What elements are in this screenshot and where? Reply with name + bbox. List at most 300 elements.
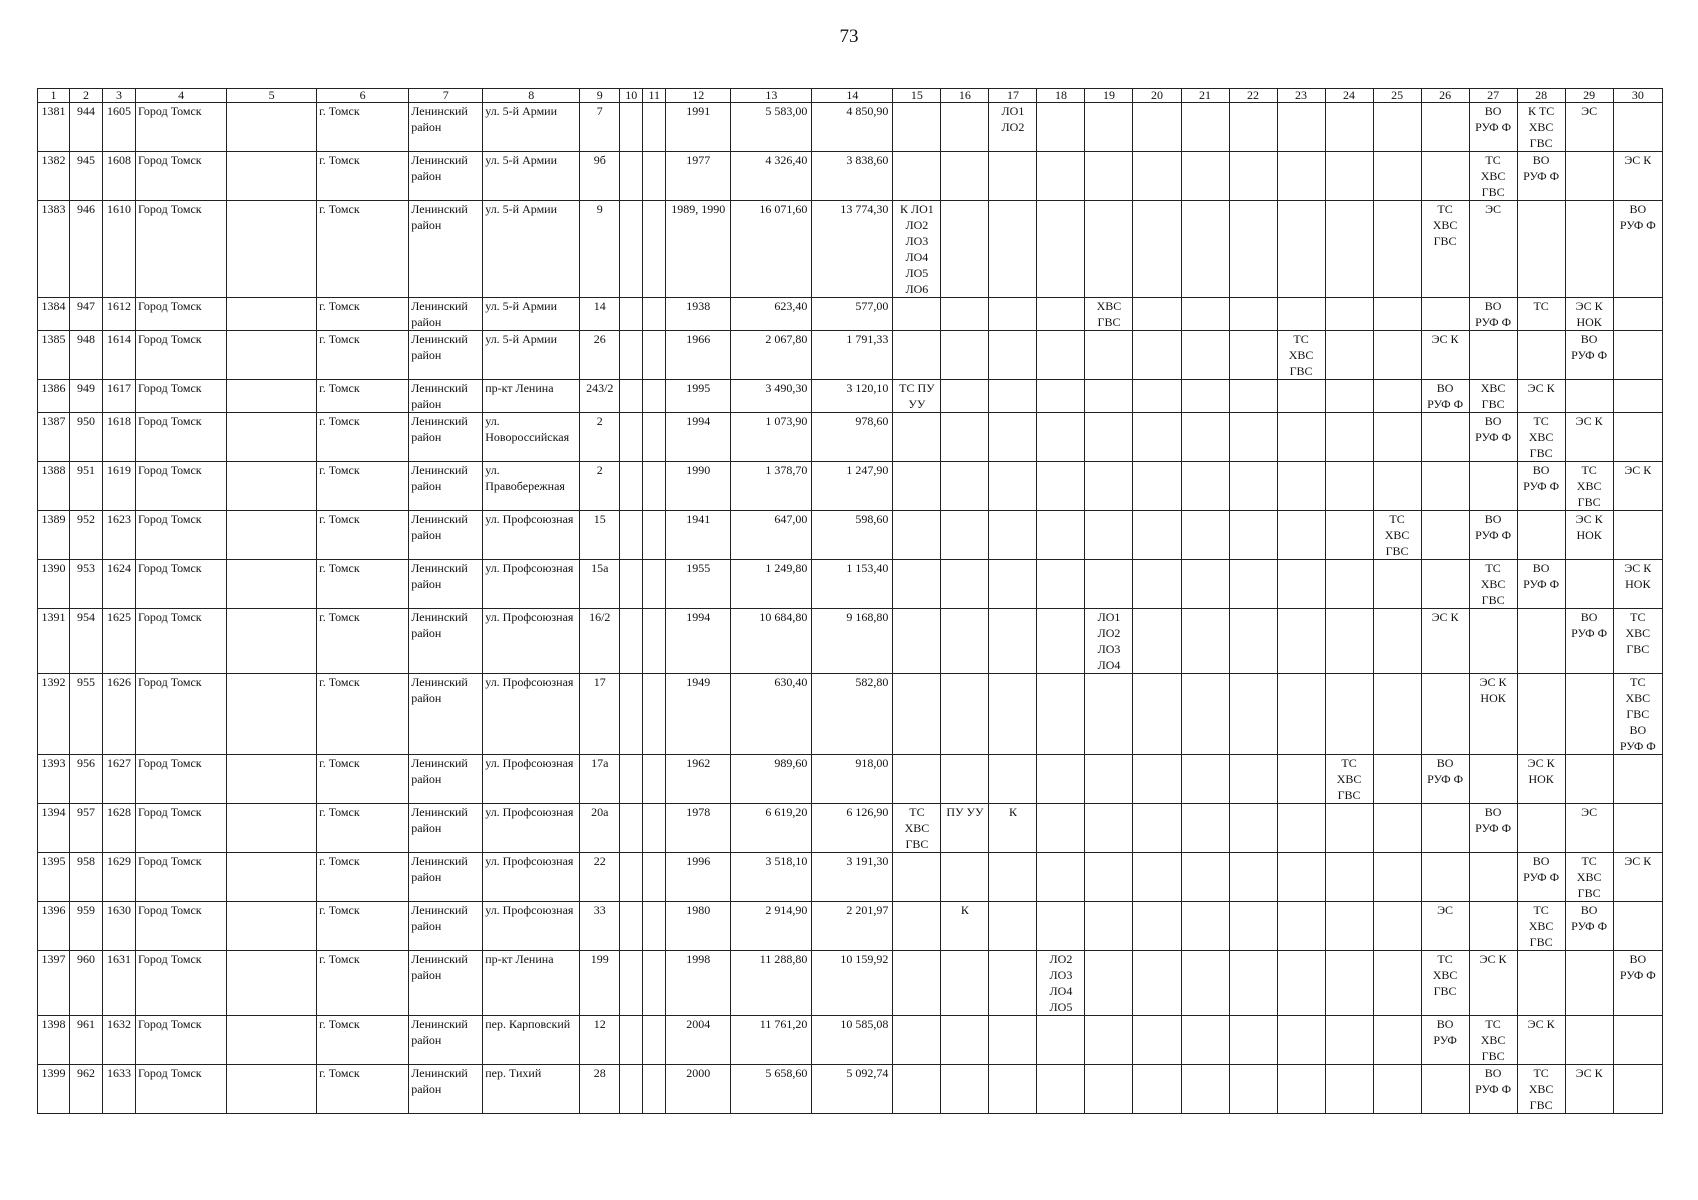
cell-col-14: 1 247,90 <box>812 462 893 511</box>
cell-col-19 <box>1085 1016 1133 1065</box>
cell-col-24 <box>1325 103 1373 152</box>
cell-col-18 <box>1037 380 1085 413</box>
cell-col-27: ЭС К НОК <box>1469 674 1517 755</box>
cell-col-3: 1623 <box>103 511 136 560</box>
cell-col-26 <box>1421 674 1469 755</box>
table-row <box>38 462 1663 511</box>
cell-col-30: ТС ХВС ГВС <box>1613 609 1662 674</box>
cell-col-9: 12 <box>580 1016 620 1065</box>
cell-col-13: 1 249,80 <box>731 560 812 609</box>
cell-col-26 <box>1421 804 1469 853</box>
cell-col-26 <box>1421 413 1469 462</box>
cell-col-20 <box>1133 1016 1181 1065</box>
cell-col-4: Город Томск <box>136 298 227 331</box>
cell-col-27: ВО РУФ Ф <box>1469 511 1517 560</box>
cell-col-8: ул. Профсоюзная <box>483 755 580 804</box>
cell-col-4: Город Томск <box>136 804 227 853</box>
cell-col-13: 1 378,70 <box>731 462 812 511</box>
cell-col-23 <box>1277 152 1325 201</box>
cell-col-27 <box>1469 331 1517 380</box>
cell-col-3: 1627 <box>103 755 136 804</box>
cell-col-16 <box>941 1016 989 1065</box>
cell-col-15 <box>893 413 941 462</box>
cell-col-15: ТС ПУ УУ <box>893 380 941 413</box>
cell-col-24 <box>1325 1065 1373 1114</box>
cell-col-26 <box>1421 298 1469 331</box>
cell-col-8: ул. Профсоюзная <box>483 853 580 902</box>
cell-col-10 <box>620 853 643 902</box>
cell-col-4: Город Томск <box>136 103 227 152</box>
cell-col-27: ХВС ГВС <box>1469 380 1517 413</box>
cell-col-9: 26 <box>580 331 620 380</box>
cell-col-25 <box>1373 103 1421 152</box>
table-row <box>38 298 1663 331</box>
cell-col-15 <box>893 331 941 380</box>
cell-col-4: Город Томск <box>136 331 227 380</box>
cell-col-15 <box>893 902 941 951</box>
cell-col-29: ЭС <box>1565 804 1613 853</box>
cell-col-26 <box>1421 511 1469 560</box>
table-row <box>38 674 1663 755</box>
cell-col-1: 1386 <box>38 380 70 413</box>
cell-col-6: г. Томск <box>317 331 409 380</box>
cell-col-25 <box>1373 462 1421 511</box>
cell-col-9: 20а <box>580 804 620 853</box>
cell-col-20 <box>1133 674 1181 755</box>
cell-col-26: ТС ХВС ГВС <box>1421 201 1469 298</box>
column-header-9: 9 <box>580 89 620 103</box>
cell-col-14: 978,60 <box>812 413 893 462</box>
cell-col-21 <box>1181 804 1229 853</box>
cell-col-12: 1977 <box>666 152 731 201</box>
cell-col-11 <box>643 674 666 755</box>
cell-col-29 <box>1565 755 1613 804</box>
cell-col-16 <box>941 1065 989 1114</box>
cell-col-17 <box>989 1065 1037 1114</box>
table-row <box>38 1065 1663 1114</box>
cell-col-29: ТС ХВС ГВС <box>1565 462 1613 511</box>
cell-col-7: Ленинский район <box>409 755 483 804</box>
cell-col-1: 1393 <box>38 755 70 804</box>
cell-col-16 <box>941 674 989 755</box>
cell-col-24: ТС ХВС ГВС <box>1325 755 1373 804</box>
cell-col-12: 1994 <box>666 413 731 462</box>
cell-col-25 <box>1373 201 1421 298</box>
cell-col-11 <box>643 103 666 152</box>
cell-col-30 <box>1613 413 1662 462</box>
cell-col-12: 1996 <box>666 853 731 902</box>
cell-col-21 <box>1181 152 1229 201</box>
cell-col-14: 5 092,74 <box>812 1065 893 1114</box>
cell-col-27: ВО РУФ Ф <box>1469 298 1517 331</box>
cell-col-2: 958 <box>70 853 103 902</box>
cell-col-5 <box>227 511 317 560</box>
cell-col-30: ЭС К НОК <box>1613 560 1662 609</box>
cell-col-14: 3 191,30 <box>812 853 893 902</box>
cell-col-23 <box>1277 298 1325 331</box>
cell-col-20 <box>1133 298 1181 331</box>
cell-col-18 <box>1037 609 1085 674</box>
cell-col-17 <box>989 609 1037 674</box>
cell-col-11 <box>643 902 666 951</box>
cell-col-13: 11 288,80 <box>731 951 812 1016</box>
cell-col-30: ТС ХВС ГВС ВО РУФ Ф <box>1613 674 1662 755</box>
cell-col-15 <box>893 560 941 609</box>
column-header-14: 14 <box>812 89 893 103</box>
cell-col-19 <box>1085 103 1133 152</box>
cell-col-18 <box>1037 331 1085 380</box>
cell-col-21 <box>1181 1065 1229 1114</box>
cell-col-27 <box>1469 755 1517 804</box>
cell-col-25 <box>1373 951 1421 1016</box>
cell-col-14: 10 585,08 <box>812 1016 893 1065</box>
cell-col-13: 3 490,30 <box>731 380 812 413</box>
cell-col-16 <box>941 609 989 674</box>
cell-col-6: г. Томск <box>317 560 409 609</box>
cell-col-10 <box>620 951 643 1016</box>
cell-col-26 <box>1421 560 1469 609</box>
cell-col-10 <box>620 152 643 201</box>
cell-col-30: ВО РУФ Ф <box>1613 951 1662 1016</box>
cell-col-17 <box>989 1016 1037 1065</box>
cell-col-11 <box>643 462 666 511</box>
cell-col-18 <box>1037 674 1085 755</box>
cell-col-19 <box>1085 462 1133 511</box>
cell-col-15 <box>893 609 941 674</box>
cell-col-21 <box>1181 755 1229 804</box>
cell-col-10 <box>620 201 643 298</box>
column-header-15: 15 <box>893 89 941 103</box>
cell-col-2: 948 <box>70 331 103 380</box>
cell-col-6: г. Томск <box>317 674 409 755</box>
cell-col-10 <box>620 1016 643 1065</box>
cell-col-17: ЛО1 ЛО2 <box>989 103 1037 152</box>
cell-col-19 <box>1085 380 1133 413</box>
cell-col-8: ул. 5-й Армии <box>483 152 580 201</box>
cell-col-17 <box>989 511 1037 560</box>
cell-col-21 <box>1181 380 1229 413</box>
cell-col-10 <box>620 380 643 413</box>
cell-col-3: 1612 <box>103 298 136 331</box>
cell-col-2: 953 <box>70 560 103 609</box>
cell-col-11 <box>643 951 666 1016</box>
cell-col-16 <box>941 951 989 1016</box>
cell-col-5 <box>227 853 317 902</box>
cell-col-11 <box>643 380 666 413</box>
cell-col-4: Город Томск <box>136 674 227 755</box>
cell-col-23 <box>1277 380 1325 413</box>
column-header-3: 3 <box>103 89 136 103</box>
cell-col-10 <box>620 511 643 560</box>
cell-col-21 <box>1181 902 1229 951</box>
cell-col-8: ул. Профсоюзная <box>483 902 580 951</box>
cell-col-12: 2000 <box>666 1065 731 1114</box>
cell-col-18 <box>1037 853 1085 902</box>
cell-col-5 <box>227 103 317 152</box>
cell-col-18 <box>1037 413 1085 462</box>
cell-col-1: 1385 <box>38 331 70 380</box>
cell-col-4: Город Томск <box>136 152 227 201</box>
column-header-20: 20 <box>1133 89 1181 103</box>
cell-col-22 <box>1229 462 1277 511</box>
cell-col-27: ВО РУФ Ф <box>1469 1065 1517 1114</box>
cell-col-29: ВО РУФ Ф <box>1565 902 1613 951</box>
cell-col-1: 1396 <box>38 902 70 951</box>
cell-col-8: ул. Профсоюзная <box>483 609 580 674</box>
cell-col-4: Город Томск <box>136 902 227 951</box>
cell-col-24 <box>1325 462 1373 511</box>
cell-col-1: 1395 <box>38 853 70 902</box>
cell-col-8: ул. Новороссийская <box>483 413 580 462</box>
cell-col-14: 918,00 <box>812 755 893 804</box>
cell-col-9: 14 <box>580 298 620 331</box>
table-row <box>38 413 1663 462</box>
cell-col-19 <box>1085 152 1133 201</box>
cell-col-2: 952 <box>70 511 103 560</box>
cell-col-14: 577,00 <box>812 298 893 331</box>
cell-col-13: 11 761,20 <box>731 1016 812 1065</box>
cell-col-10 <box>620 755 643 804</box>
cell-col-27: ЭС <box>1469 201 1517 298</box>
cell-col-17 <box>989 201 1037 298</box>
cell-col-1: 1399 <box>38 1065 70 1114</box>
cell-col-25 <box>1373 609 1421 674</box>
cell-col-20 <box>1133 152 1181 201</box>
cell-col-12: 1998 <box>666 951 731 1016</box>
column-header-1: 1 <box>38 89 70 103</box>
cell-col-24 <box>1325 201 1373 298</box>
cell-col-17 <box>989 951 1037 1016</box>
cell-col-10 <box>620 804 643 853</box>
cell-col-22 <box>1229 1065 1277 1114</box>
cell-col-26: ЭС <box>1421 902 1469 951</box>
cell-col-27 <box>1469 902 1517 951</box>
cell-col-25 <box>1373 1065 1421 1114</box>
cell-col-23 <box>1277 674 1325 755</box>
cell-col-4: Город Томск <box>136 951 227 1016</box>
column-header-28: 28 <box>1517 89 1565 103</box>
cell-col-17 <box>989 674 1037 755</box>
column-header-2: 2 <box>70 89 103 103</box>
cell-col-3: 1629 <box>103 853 136 902</box>
page-number: 73 <box>839 26 859 47</box>
cell-col-25 <box>1373 902 1421 951</box>
cell-col-28 <box>1517 511 1565 560</box>
cell-col-28: ВО РУФ Ф <box>1517 462 1565 511</box>
cell-col-27: ТС ХВС ГВС <box>1469 152 1517 201</box>
cell-col-27 <box>1469 853 1517 902</box>
cell-col-20 <box>1133 609 1181 674</box>
cell-col-9: 15а <box>580 560 620 609</box>
column-header-12: 12 <box>666 89 731 103</box>
cell-col-29: ЭС К <box>1565 413 1613 462</box>
cell-col-26 <box>1421 152 1469 201</box>
cell-col-2: 956 <box>70 755 103 804</box>
cell-col-18 <box>1037 298 1085 331</box>
cell-col-25 <box>1373 331 1421 380</box>
cell-col-21 <box>1181 413 1229 462</box>
table-row <box>38 380 1663 413</box>
cell-col-28: ЭС К НОК <box>1517 755 1565 804</box>
cell-col-24 <box>1325 152 1373 201</box>
cell-col-20 <box>1133 755 1181 804</box>
column-header-18: 18 <box>1037 89 1085 103</box>
cell-col-18 <box>1037 462 1085 511</box>
table-row <box>38 755 1663 804</box>
cell-col-29: ВО РУФ Ф <box>1565 609 1613 674</box>
cell-col-25: ТС ХВС ГВС <box>1373 511 1421 560</box>
cell-col-22 <box>1229 413 1277 462</box>
cell-col-7: Ленинский район <box>409 103 483 152</box>
cell-col-23 <box>1277 1065 1325 1114</box>
cell-col-16: К <box>941 902 989 951</box>
cell-col-11 <box>643 1016 666 1065</box>
cell-col-24 <box>1325 853 1373 902</box>
cell-col-2: 950 <box>70 413 103 462</box>
cell-col-9: 15 <box>580 511 620 560</box>
cell-col-8: ул. Профсоюзная <box>483 804 580 853</box>
cell-col-21 <box>1181 1016 1229 1065</box>
cell-col-14: 9 168,80 <box>812 609 893 674</box>
cell-col-15: К ЛО1 ЛО2 ЛО3 ЛО4 ЛО5 ЛО6 <box>893 201 941 298</box>
cell-col-3: 1631 <box>103 951 136 1016</box>
cell-col-6: г. Томск <box>317 298 409 331</box>
cell-col-9: 199 <box>580 951 620 1016</box>
cell-col-8: пер. Тихий <box>483 1065 580 1114</box>
cell-col-20 <box>1133 331 1181 380</box>
cell-col-8: ул. 5-й Армии <box>483 103 580 152</box>
column-header-17: 17 <box>989 89 1037 103</box>
cell-col-20 <box>1133 103 1181 152</box>
cell-col-29 <box>1565 201 1613 298</box>
cell-col-20 <box>1133 413 1181 462</box>
cell-col-2: 959 <box>70 902 103 951</box>
cell-col-30 <box>1613 902 1662 951</box>
cell-col-24 <box>1325 380 1373 413</box>
cell-col-3: 1614 <box>103 331 136 380</box>
cell-col-25 <box>1373 298 1421 331</box>
cell-col-29: ТС ХВС ГВС <box>1565 853 1613 902</box>
cell-col-9: 7 <box>580 103 620 152</box>
cell-col-25 <box>1373 560 1421 609</box>
cell-col-5 <box>227 951 317 1016</box>
cell-col-23 <box>1277 201 1325 298</box>
cell-col-6: г. Томск <box>317 902 409 951</box>
cell-col-9: 33 <box>580 902 620 951</box>
cell-col-19 <box>1085 413 1133 462</box>
cell-col-14: 1 153,40 <box>812 560 893 609</box>
cell-col-4: Город Томск <box>136 413 227 462</box>
cell-col-26: ТС ХВС ГВС <box>1421 951 1469 1016</box>
cell-col-19 <box>1085 331 1133 380</box>
cell-col-19 <box>1085 951 1133 1016</box>
cell-col-18 <box>1037 103 1085 152</box>
cell-col-27: ЭС К <box>1469 951 1517 1016</box>
cell-col-16 <box>941 380 989 413</box>
cell-col-27: ВО РУФ Ф <box>1469 413 1517 462</box>
cell-col-3: 1619 <box>103 462 136 511</box>
cell-col-19: ХВС ГВС <box>1085 298 1133 331</box>
column-header-29: 29 <box>1565 89 1613 103</box>
cell-col-3: 1618 <box>103 413 136 462</box>
cell-col-17 <box>989 560 1037 609</box>
cell-col-24 <box>1325 1016 1373 1065</box>
column-header-19: 19 <box>1085 89 1133 103</box>
cell-col-23 <box>1277 804 1325 853</box>
cell-col-15 <box>893 511 941 560</box>
cell-col-30 <box>1613 511 1662 560</box>
cell-col-18 <box>1037 804 1085 853</box>
cell-col-6: г. Томск <box>317 380 409 413</box>
cell-col-14: 13 774,30 <box>812 201 893 298</box>
cell-col-7: Ленинский район <box>409 1065 483 1114</box>
cell-col-13: 630,40 <box>731 674 812 755</box>
cell-col-23 <box>1277 560 1325 609</box>
cell-col-11 <box>643 331 666 380</box>
column-header-26: 26 <box>1421 89 1469 103</box>
cell-col-20 <box>1133 201 1181 298</box>
cell-col-26: ВО РУФ Ф <box>1421 755 1469 804</box>
cell-col-30 <box>1613 380 1662 413</box>
cell-col-2: 949 <box>70 380 103 413</box>
cell-col-5 <box>227 380 317 413</box>
table-row <box>38 1016 1663 1065</box>
cell-col-18 <box>1037 152 1085 201</box>
cell-col-26 <box>1421 462 1469 511</box>
cell-col-22 <box>1229 560 1277 609</box>
column-header-22: 22 <box>1229 89 1277 103</box>
cell-col-16 <box>941 103 989 152</box>
cell-col-17 <box>989 462 1037 511</box>
cell-col-25 <box>1373 380 1421 413</box>
cell-col-7: Ленинский район <box>409 331 483 380</box>
cell-col-5 <box>227 560 317 609</box>
column-header-21: 21 <box>1181 89 1229 103</box>
cell-col-4: Город Томск <box>136 511 227 560</box>
cell-col-8: пр-кт Ленина <box>483 380 580 413</box>
column-header-4: 4 <box>136 89 227 103</box>
cell-col-12: 1980 <box>666 902 731 951</box>
cell-col-7: Ленинский район <box>409 298 483 331</box>
cell-col-15 <box>893 674 941 755</box>
cell-col-16 <box>941 298 989 331</box>
cell-col-3: 1624 <box>103 560 136 609</box>
cell-col-19: ЛО1 ЛО2 ЛО3 ЛО4 <box>1085 609 1133 674</box>
cell-col-6: г. Томск <box>317 609 409 674</box>
cell-col-7: Ленинский район <box>409 201 483 298</box>
cell-col-21 <box>1181 951 1229 1016</box>
cell-col-1: 1397 <box>38 951 70 1016</box>
column-header-27: 27 <box>1469 89 1517 103</box>
cell-col-1: 1391 <box>38 609 70 674</box>
cell-col-2: 957 <box>70 804 103 853</box>
cell-col-6: г. Томск <box>317 804 409 853</box>
cell-col-6: г. Томск <box>317 462 409 511</box>
cell-col-6: г. Томск <box>317 1065 409 1114</box>
cell-col-4: Город Томск <box>136 201 227 298</box>
cell-col-14: 1 791,33 <box>812 331 893 380</box>
cell-col-23 <box>1277 853 1325 902</box>
cell-col-26: ВО РУФ Ф <box>1421 380 1469 413</box>
cell-col-19 <box>1085 674 1133 755</box>
cell-col-17 <box>989 331 1037 380</box>
cell-col-7: Ленинский район <box>409 609 483 674</box>
table-row <box>38 152 1663 201</box>
cell-col-15 <box>893 103 941 152</box>
cell-col-6: г. Томск <box>317 201 409 298</box>
cell-col-26: ЭС К <box>1421 609 1469 674</box>
cell-col-14: 598,60 <box>812 511 893 560</box>
